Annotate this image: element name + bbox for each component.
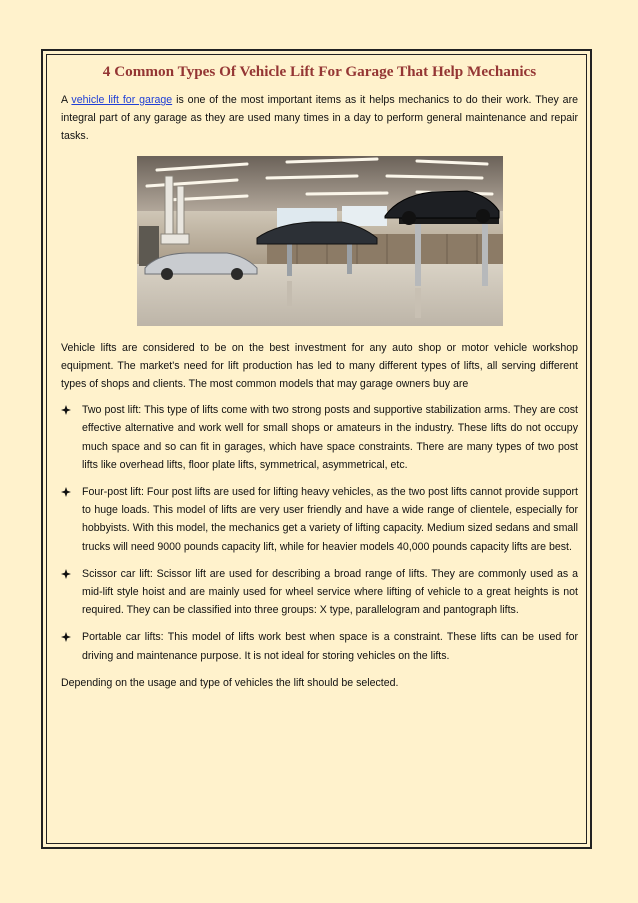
list-item-text: Portable car lifts: This model of lifts work best when space is a constraint. These lifts can be used for driving and maintenance purpose. It is not ideal for storing vehicles on the lifts. (82, 631, 578, 662)
lift-types-list (61, 401, 578, 665)
diamond-bullet-icon (61, 569, 71, 579)
paragraph-lift-investment: Vehicle lifts are considered to be on the best investment for any auto shop or motor vehicle workshop equipment. The market's need for lift production has led to many different types of lifts, all serving different types of shops and clients. The most common models that may garage owners buy are (61, 341, 578, 391)
diamond-bullet-icon (61, 405, 71, 415)
garage-photo (137, 156, 503, 326)
list-item-text: Scissor car lift: Scissor lift are used for describing a broad range of lifts. They are commonly used as a mid-lift style hoist and are mainly used for wheel service where lifting of vehicle to a great heights is not required. They can be classified into three groups: X type, parallelogram and pantograph lifts. (82, 567, 578, 617)
diamond-bullet-icon (61, 632, 71, 642)
list-item-text: Four-post lift: Four post lifts are used for lifting heavy vehicles, as the two post lifts cannot provide support to huge loads. This model of lifts are very user friendly and have a wide range of clientele, especially for hobbyists. With this model, the mechanics get a variety of lifting capacity. Medium sized sedans and small trucks will need 9000 pounds capacity lift, while for heavier models 40,000 pounds capacity lifts are best. (82, 486, 578, 553)
list-item (61, 483, 578, 556)
list-item (61, 565, 578, 620)
vehicle-lift-link[interactable]: vehicle lift for garage (71, 94, 173, 106)
list-item (61, 628, 578, 664)
diamond-bullet-icon (61, 487, 71, 497)
list-item (61, 401, 578, 474)
document-title: 4 Common Types Of Vehicle Lift For Garage That Help Mechanics (102, 63, 537, 80)
closing-paragraph: Depending on the usage and type of vehicles the lift should be selected. (61, 676, 399, 689)
intro-suffix: is one of the most important items as it helps mechanics to do their work. They are integral part of any garage as they are used many times in a day to perform general maintenance and repair tasks. (61, 94, 578, 143)
intro-prefix: A (61, 94, 72, 106)
intro-paragraph (61, 91, 578, 146)
list-item-text: Two post lift: This type of lifts come with two strong posts and supportive stabilization arms. They are cost effective alternative and work well for small shops or amateurs in the industry. These lifts do not occupy much space and so can fit in garages, which have space constraints. There are many types of two post lifts like overhead lifts, floor plate lifts, symmetrical, asymmetrical, etc. (82, 404, 578, 471)
document-body (61, 62, 578, 692)
garage-photo-illustration (137, 156, 503, 326)
